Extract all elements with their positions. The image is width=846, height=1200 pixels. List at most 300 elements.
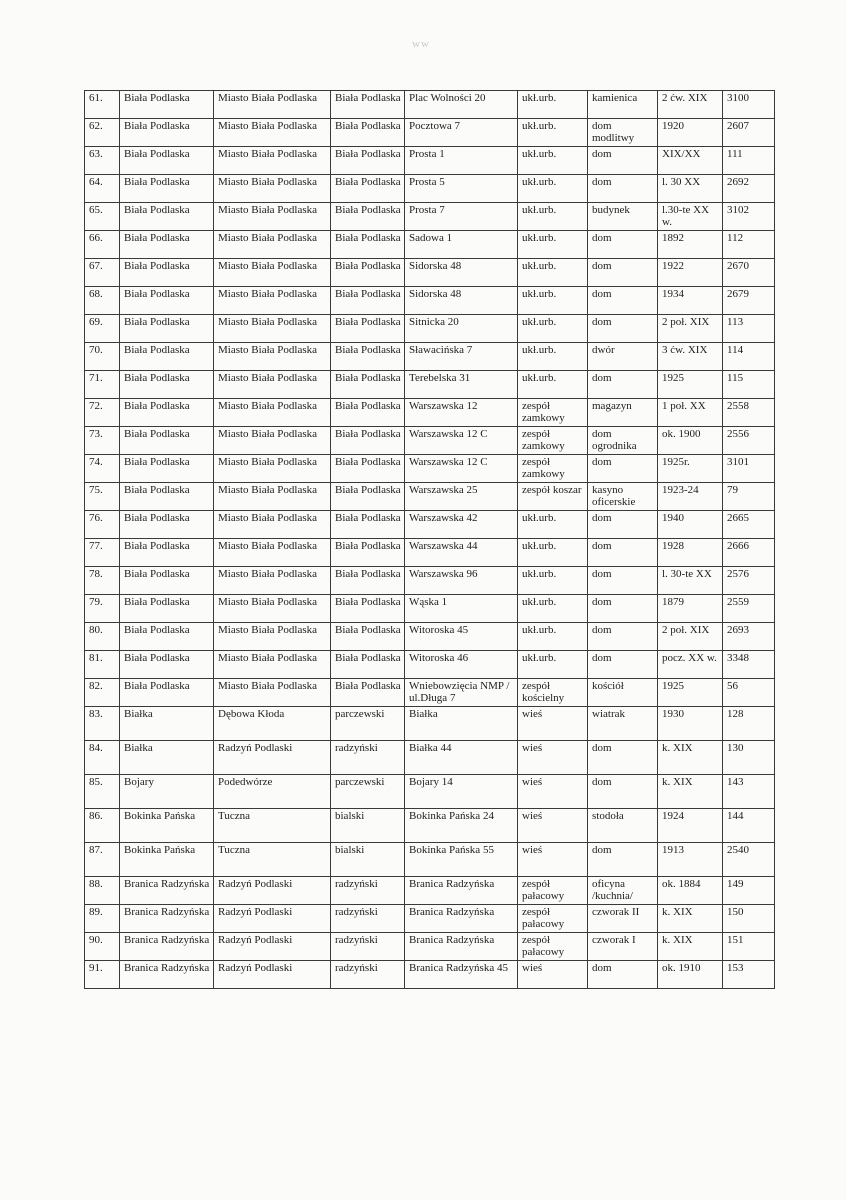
county-cell: Biała Podlaska xyxy=(331,147,405,175)
table-row xyxy=(85,119,775,147)
county-cell: Biała Podlaska xyxy=(331,427,405,455)
row-number: 78. xyxy=(85,567,120,595)
table-row xyxy=(85,203,775,231)
locality-cell: Biała Podlaska xyxy=(120,651,214,679)
county-cell: Biała Podlaska xyxy=(331,567,405,595)
row-number: 63. xyxy=(85,147,120,175)
county-cell: Biała Podlaska xyxy=(331,511,405,539)
type-cell: ukł.urb. xyxy=(518,119,588,147)
object-cell: dom modlitwy xyxy=(588,119,658,147)
row-number: 86. xyxy=(85,809,120,843)
dating-cell: pocz. XX w. xyxy=(658,651,723,679)
address-cell: Warszawska 12 xyxy=(405,399,518,427)
type-cell: zespół koszar xyxy=(518,483,588,511)
locality-cell: Biała Podlaska xyxy=(120,455,214,483)
type-cell: zespół pałacowy xyxy=(518,877,588,905)
dating-cell: ok. 1910 xyxy=(658,961,723,989)
table-row xyxy=(85,651,775,679)
address-cell: Warszawska 12 C xyxy=(405,455,518,483)
register-number-cell: 2607 xyxy=(723,119,775,147)
register-number-cell: 2559 xyxy=(723,595,775,623)
register-number-cell: 2540 xyxy=(723,843,775,877)
object-cell: dom xyxy=(588,843,658,877)
address-cell: Sidorska 48 xyxy=(405,287,518,315)
commune-cell: Radzyń Podlaski xyxy=(214,933,331,961)
county-cell: Biała Podlaska xyxy=(331,455,405,483)
commune-cell: Miasto Biała Podlaska xyxy=(214,175,331,203)
register-number-cell: 3100 xyxy=(723,91,775,119)
address-cell: Wniebowzięcia NMP / ul.Długa 7 xyxy=(405,679,518,707)
row-number: 81. xyxy=(85,651,120,679)
register-number-cell: 150 xyxy=(723,905,775,933)
table-row xyxy=(85,567,775,595)
type-cell: ukł.urb. xyxy=(518,175,588,203)
dating-cell: 1 poł. XX xyxy=(658,399,723,427)
table-row xyxy=(85,843,775,877)
address-cell: Witoroska 45 xyxy=(405,623,518,651)
county-cell: radzyński xyxy=(331,933,405,961)
dating-cell: 2 poł. XIX xyxy=(658,623,723,651)
object-cell: dom xyxy=(588,539,658,567)
row-number: 66. xyxy=(85,231,120,259)
row-number: 64. xyxy=(85,175,120,203)
row-number: 76. xyxy=(85,511,120,539)
county-cell: Biała Podlaska xyxy=(331,343,405,371)
county-cell: Biała Podlaska xyxy=(331,595,405,623)
table-row xyxy=(85,147,775,175)
commune-cell: Podedwórze xyxy=(214,775,331,809)
dating-cell: 2 poł. XIX xyxy=(658,315,723,343)
type-cell: wieś xyxy=(518,707,588,741)
register-number-cell: 114 xyxy=(723,343,775,371)
commune-cell: Radzyń Podlaski xyxy=(214,961,331,989)
register-number-cell: 112 xyxy=(723,231,775,259)
row-number: 61. xyxy=(85,91,120,119)
locality-cell: Biała Podlaska xyxy=(120,483,214,511)
row-number: 65. xyxy=(85,203,120,231)
locality-cell: Białka xyxy=(120,707,214,741)
register-number-cell: 3348 xyxy=(723,651,775,679)
dating-cell: XIX/XX xyxy=(658,147,723,175)
county-cell: bialski xyxy=(331,843,405,877)
register-number-cell: 79 xyxy=(723,483,775,511)
dating-cell: 1928 xyxy=(658,539,723,567)
object-cell: dom xyxy=(588,651,658,679)
commune-cell: Tuczna xyxy=(214,843,331,877)
object-cell: dom xyxy=(588,231,658,259)
address-cell: Warszawska 42 xyxy=(405,511,518,539)
register-number-cell: 2692 xyxy=(723,175,775,203)
row-number: 75. xyxy=(85,483,120,511)
register-number-cell: 130 xyxy=(723,741,775,775)
row-number: 70. xyxy=(85,343,120,371)
row-number: 89. xyxy=(85,905,120,933)
address-cell: Bojary 14 xyxy=(405,775,518,809)
object-cell: dom xyxy=(588,371,658,399)
object-cell: budynek xyxy=(588,203,658,231)
type-cell: ukł.urb. xyxy=(518,287,588,315)
row-number: 74. xyxy=(85,455,120,483)
table-row xyxy=(85,371,775,399)
row-number: 87. xyxy=(85,843,120,877)
locality-cell: Biała Podlaska xyxy=(120,259,214,287)
commune-cell: Miasto Biała Podlaska xyxy=(214,539,331,567)
row-number: 71. xyxy=(85,371,120,399)
locality-cell: Biała Podlaska xyxy=(120,511,214,539)
dating-cell: 1940 xyxy=(658,511,723,539)
register-number-cell: 149 xyxy=(723,877,775,905)
commune-cell: Miasto Biała Podlaska xyxy=(214,427,331,455)
address-cell: Sitnicka 20 xyxy=(405,315,518,343)
type-cell: ukł.urb. xyxy=(518,147,588,175)
table-row xyxy=(85,343,775,371)
locality-cell: Bokinka Pańska xyxy=(120,843,214,877)
locality-cell: Branica Radzyńska xyxy=(120,905,214,933)
table-row xyxy=(85,741,775,775)
table-row xyxy=(85,539,775,567)
row-number: 79. xyxy=(85,595,120,623)
county-cell: Biała Podlaska xyxy=(331,231,405,259)
address-cell: Warszawska 25 xyxy=(405,483,518,511)
table-row xyxy=(85,287,775,315)
type-cell: wieś xyxy=(518,775,588,809)
object-cell: dom xyxy=(588,147,658,175)
table-row xyxy=(85,455,775,483)
type-cell: zespół pałacowy xyxy=(518,905,588,933)
commune-cell: Miasto Biała Podlaska xyxy=(214,91,331,119)
row-number: 80. xyxy=(85,623,120,651)
locality-cell: Biała Podlaska xyxy=(120,119,214,147)
locality-cell: Biała Podlaska xyxy=(120,371,214,399)
type-cell: wieś xyxy=(518,961,588,989)
county-cell: Biała Podlaska xyxy=(331,539,405,567)
register-number-cell: 2670 xyxy=(723,259,775,287)
dating-cell: 1920 xyxy=(658,119,723,147)
county-cell: Biała Podlaska xyxy=(331,623,405,651)
type-cell: ukł.urb. xyxy=(518,315,588,343)
register-number-cell: 2666 xyxy=(723,539,775,567)
type-cell: ukł.urb. xyxy=(518,539,588,567)
dating-cell: 1913 xyxy=(658,843,723,877)
address-cell: Branica Radzyńska xyxy=(405,905,518,933)
table-row xyxy=(85,427,775,455)
county-cell: Biała Podlaska xyxy=(331,91,405,119)
locality-cell: Biała Podlaska xyxy=(120,287,214,315)
address-cell: Bokinka Pańska 55 xyxy=(405,843,518,877)
locality-cell: Biała Podlaska xyxy=(120,175,214,203)
commune-cell: Radzyń Podlaski xyxy=(214,905,331,933)
county-cell: Biała Podlaska xyxy=(331,483,405,511)
table-row xyxy=(85,483,775,511)
address-cell: Białka xyxy=(405,707,518,741)
type-cell: ukł.urb. xyxy=(518,567,588,595)
type-cell: zespół zamkowy xyxy=(518,455,588,483)
object-cell: kościół xyxy=(588,679,658,707)
object-cell: magazyn xyxy=(588,399,658,427)
register-number-cell: 3101 xyxy=(723,455,775,483)
object-cell: dom xyxy=(588,567,658,595)
locality-cell: Branica Radzyńska xyxy=(120,877,214,905)
table-row xyxy=(85,91,775,119)
county-cell: Biała Podlaska xyxy=(331,287,405,315)
object-cell: dom xyxy=(588,455,658,483)
address-cell: Białka 44 xyxy=(405,741,518,775)
dating-cell: 2 ćw. XIX xyxy=(658,91,723,119)
dating-cell: 1923-24 xyxy=(658,483,723,511)
row-number: 77. xyxy=(85,539,120,567)
commune-cell: Miasto Biała Podlaska xyxy=(214,455,331,483)
dating-cell: k. XIX xyxy=(658,905,723,933)
register-number-cell: 143 xyxy=(723,775,775,809)
type-cell: ukł.urb. xyxy=(518,371,588,399)
type-cell: ukł.urb. xyxy=(518,595,588,623)
dating-cell: k. XIX xyxy=(658,933,723,961)
commune-cell: Miasto Biała Podlaska xyxy=(214,623,331,651)
table-row xyxy=(85,623,775,651)
monument-register-table xyxy=(84,90,775,989)
type-cell: wieś xyxy=(518,809,588,843)
address-cell: Wąska 1 xyxy=(405,595,518,623)
object-cell: kamienica xyxy=(588,91,658,119)
table-row xyxy=(85,315,775,343)
county-cell: Biała Podlaska xyxy=(331,175,405,203)
commune-cell: Miasto Biała Podlaska xyxy=(214,259,331,287)
county-cell: radzyński xyxy=(331,741,405,775)
dating-cell: k. XIX xyxy=(658,741,723,775)
row-number: 62. xyxy=(85,119,120,147)
table-row xyxy=(85,679,775,707)
dating-cell: ok. 1900 xyxy=(658,427,723,455)
address-cell: Prosta 5 xyxy=(405,175,518,203)
object-cell: dom xyxy=(588,259,658,287)
locality-cell: Białka xyxy=(120,741,214,775)
type-cell: ukł.urb. xyxy=(518,231,588,259)
county-cell: Biała Podlaska xyxy=(331,399,405,427)
object-cell: oficyna /kuchnia/ xyxy=(588,877,658,905)
table-row xyxy=(85,707,775,741)
type-cell: zespół zamkowy xyxy=(518,399,588,427)
row-number: 67. xyxy=(85,259,120,287)
commune-cell: Miasto Biała Podlaska xyxy=(214,511,331,539)
dating-cell: l. 30-te XX xyxy=(658,567,723,595)
locality-cell: Biała Podlaska xyxy=(120,623,214,651)
table-row xyxy=(85,877,775,905)
address-cell: Sidorska 48 xyxy=(405,259,518,287)
dating-cell: 1922 xyxy=(658,259,723,287)
address-cell: Sadowa 1 xyxy=(405,231,518,259)
row-number: 73. xyxy=(85,427,120,455)
row-number: 72. xyxy=(85,399,120,427)
commune-cell: Tuczna xyxy=(214,809,331,843)
register-number-cell: 2679 xyxy=(723,287,775,315)
row-number: 88. xyxy=(85,877,120,905)
commune-cell: Radzyń Podlaski xyxy=(214,741,331,775)
county-cell: parczewski xyxy=(331,775,405,809)
dating-cell: 3 ćw. XIX xyxy=(658,343,723,371)
object-cell: stodoła xyxy=(588,809,658,843)
dating-cell: ok. 1884 xyxy=(658,877,723,905)
locality-cell: Branica Radzyńska xyxy=(120,961,214,989)
register-number-cell: 153 xyxy=(723,961,775,989)
locality-cell: Biała Podlaska xyxy=(120,231,214,259)
object-cell: dom xyxy=(588,595,658,623)
register-number-cell: 115 xyxy=(723,371,775,399)
type-cell: ukł.urb. xyxy=(518,203,588,231)
register-number-cell: 2556 xyxy=(723,427,775,455)
type-cell: wieś xyxy=(518,843,588,877)
address-cell: Warszawska 44 xyxy=(405,539,518,567)
address-cell: Branica Radzyńska 45 xyxy=(405,961,518,989)
row-number: 82. xyxy=(85,679,120,707)
address-cell: Prosta 7 xyxy=(405,203,518,231)
county-cell: bialski xyxy=(331,809,405,843)
object-cell: dwór xyxy=(588,343,658,371)
address-cell: Sławacińska 7 xyxy=(405,343,518,371)
object-cell: dom xyxy=(588,623,658,651)
county-cell: Biała Podlaska xyxy=(331,203,405,231)
dating-cell: 1924 xyxy=(658,809,723,843)
address-cell: Plac Wolności 20 xyxy=(405,91,518,119)
locality-cell: Bokinka Pańska xyxy=(120,809,214,843)
dating-cell: 1879 xyxy=(658,595,723,623)
commune-cell: Miasto Biała Podlaska xyxy=(214,119,331,147)
commune-cell: Miasto Biała Podlaska xyxy=(214,371,331,399)
register-number-cell: 144 xyxy=(723,809,775,843)
county-cell: Biała Podlaska xyxy=(331,119,405,147)
address-cell: Pocztowa 7 xyxy=(405,119,518,147)
row-number: 90. xyxy=(85,933,120,961)
register-number-cell: 56 xyxy=(723,679,775,707)
commune-cell: Miasto Biała Podlaska xyxy=(214,147,331,175)
table-row xyxy=(85,175,775,203)
register-number-cell: 151 xyxy=(723,933,775,961)
row-number: 91. xyxy=(85,961,120,989)
locality-cell: Biała Podlaska xyxy=(120,147,214,175)
commune-cell: Miasto Biała Podlaska xyxy=(214,343,331,371)
object-cell: dom xyxy=(588,315,658,343)
table-row xyxy=(85,511,775,539)
locality-cell: Biała Podlaska xyxy=(120,91,214,119)
address-cell: Witoroska 46 xyxy=(405,651,518,679)
commune-cell: Miasto Biała Podlaska xyxy=(214,595,331,623)
object-cell: kasyno oficerskie xyxy=(588,483,658,511)
type-cell: wieś xyxy=(518,741,588,775)
locality-cell: Biała Podlaska xyxy=(120,343,214,371)
commune-cell: Miasto Biała Podlaska xyxy=(214,287,331,315)
row-number: 83. xyxy=(85,707,120,741)
address-cell: Warszawska 96 xyxy=(405,567,518,595)
register-number-cell: 3102 xyxy=(723,203,775,231)
dating-cell: 1925r. xyxy=(658,455,723,483)
address-cell: Warszawska 12 C xyxy=(405,427,518,455)
type-cell: ukł.urb. xyxy=(518,91,588,119)
object-cell: dom xyxy=(588,775,658,809)
commune-cell: Dębowa Kłoda xyxy=(214,707,331,741)
commune-cell: Miasto Biała Podlaska xyxy=(214,231,331,259)
county-cell: Biała Podlaska xyxy=(331,651,405,679)
object-cell: dom xyxy=(588,961,658,989)
register-number-cell: 2558 xyxy=(723,399,775,427)
type-cell: ukł.urb. xyxy=(518,343,588,371)
commune-cell: Radzyń Podlaski xyxy=(214,877,331,905)
register-number-cell: 2693 xyxy=(723,623,775,651)
object-cell: czworak I xyxy=(588,933,658,961)
type-cell: zespół pałacowy xyxy=(518,933,588,961)
address-cell: Branica Radzyńska xyxy=(405,933,518,961)
locality-cell: Biała Podlaska xyxy=(120,595,214,623)
dating-cell: 1925 xyxy=(658,679,723,707)
table-row xyxy=(85,905,775,933)
object-cell: wiatrak xyxy=(588,707,658,741)
row-number: 69. xyxy=(85,315,120,343)
locality-cell: Biała Podlaska xyxy=(120,539,214,567)
county-cell: radzyński xyxy=(331,905,405,933)
county-cell: Biała Podlaska xyxy=(331,371,405,399)
locality-cell: Biała Podlaska xyxy=(120,203,214,231)
address-cell: Bokinka Pańska 24 xyxy=(405,809,518,843)
object-cell: czworak II xyxy=(588,905,658,933)
dating-cell: 1925 xyxy=(658,371,723,399)
locality-cell: Biała Podlaska xyxy=(120,315,214,343)
dating-cell: 1934 xyxy=(658,287,723,315)
address-cell: Terebelska 31 xyxy=(405,371,518,399)
locality-cell: Bojary xyxy=(120,775,214,809)
address-cell: Prosta 1 xyxy=(405,147,518,175)
object-cell: dom xyxy=(588,175,658,203)
register-number-cell: 113 xyxy=(723,315,775,343)
locality-cell: Branica Radzyńska xyxy=(120,933,214,961)
commune-cell: Miasto Biała Podlaska xyxy=(214,567,331,595)
object-cell: dom ogrodnika xyxy=(588,427,658,455)
row-number: 85. xyxy=(85,775,120,809)
table-row xyxy=(85,231,775,259)
table-row xyxy=(85,961,775,989)
table-row xyxy=(85,809,775,843)
object-cell: dom xyxy=(588,511,658,539)
type-cell: zespół kościelny xyxy=(518,679,588,707)
row-number: 68. xyxy=(85,287,120,315)
commune-cell: Miasto Biała Podlaska xyxy=(214,679,331,707)
row-number: 84. xyxy=(85,741,120,775)
locality-cell: Biała Podlaska xyxy=(120,567,214,595)
county-cell: parczewski xyxy=(331,707,405,741)
object-cell: dom xyxy=(588,287,658,315)
object-cell: dom xyxy=(588,741,658,775)
county-cell: Biała Podlaska xyxy=(331,315,405,343)
commune-cell: Miasto Biała Podlaska xyxy=(214,315,331,343)
dating-cell: 1930 xyxy=(658,707,723,741)
table-row xyxy=(85,259,775,287)
commune-cell: Miasto Biała Podlaska xyxy=(214,203,331,231)
county-cell: Biała Podlaska xyxy=(331,679,405,707)
commune-cell: Miasto Biała Podlaska xyxy=(214,651,331,679)
locality-cell: Biała Podlaska xyxy=(120,679,214,707)
commune-cell: Miasto Biała Podlaska xyxy=(214,483,331,511)
type-cell: ukł.urb. xyxy=(518,651,588,679)
table-row xyxy=(85,933,775,961)
type-cell: zespół zamkowy xyxy=(518,427,588,455)
locality-cell: Biała Podlaska xyxy=(120,399,214,427)
register-number-cell: 111 xyxy=(723,147,775,175)
locality-cell: Biała Podlaska xyxy=(120,427,214,455)
table-row xyxy=(85,595,775,623)
register-number-cell: 128 xyxy=(723,707,775,741)
type-cell: ukł.urb. xyxy=(518,259,588,287)
dating-cell: l.30-te XX w. xyxy=(658,203,723,231)
county-cell: radzyński xyxy=(331,961,405,989)
dating-cell: 1892 xyxy=(658,231,723,259)
dating-cell: l. 30 XX xyxy=(658,175,723,203)
